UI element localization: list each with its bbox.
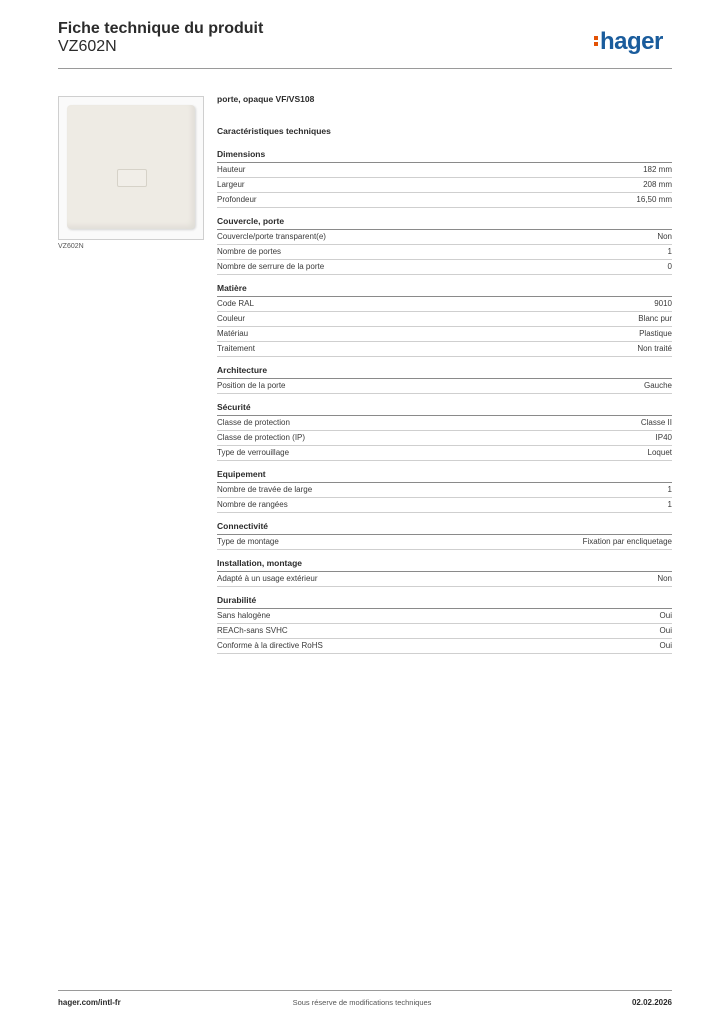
footer-website[interactable]: hager.com/intl-fr xyxy=(58,998,121,1007)
product-description: porte, opaque VF/VS108 xyxy=(217,94,315,104)
spec-sections xyxy=(217,149,672,654)
spec-value: 0 xyxy=(667,262,672,271)
section-title: Sécurité xyxy=(217,402,672,416)
spec-section xyxy=(217,469,672,513)
spec-label: Adapté à un usage extérieur xyxy=(217,574,318,583)
section-title: Couvercle, porte xyxy=(217,216,672,230)
spec-row xyxy=(217,572,672,587)
product-image xyxy=(58,96,204,240)
spec-section xyxy=(217,521,672,550)
section-title: Connectivité xyxy=(217,521,672,535)
spec-row xyxy=(217,178,672,193)
spec-row xyxy=(217,342,672,357)
spec-label: Hauteur xyxy=(217,165,246,174)
spec-row xyxy=(217,609,672,624)
spec-value: Classe II xyxy=(640,418,672,427)
section-title: Equipement xyxy=(217,469,672,483)
spec-label: Couleur xyxy=(217,314,246,323)
section-title: Durabilité xyxy=(217,595,672,609)
spec-value: Fixation par encliquetage xyxy=(582,537,672,546)
spec-section xyxy=(217,402,672,461)
spec-value: Non xyxy=(657,232,672,241)
spec-label: Sans halogène xyxy=(217,611,271,620)
spec-value: Oui xyxy=(659,611,672,620)
section-title: Architecture xyxy=(217,365,672,379)
spec-row xyxy=(217,297,672,312)
spec-label: REACh-sans SVHC xyxy=(217,626,288,635)
spec-label: Nombre de rangées xyxy=(217,500,288,509)
spec-content xyxy=(217,94,672,662)
spec-value: Blanc pur xyxy=(638,314,672,323)
spec-value: Oui xyxy=(659,626,672,635)
spec-value: 1 xyxy=(667,485,672,494)
spec-value: 208 mm xyxy=(643,180,672,189)
spec-section xyxy=(217,283,672,357)
spec-row xyxy=(217,535,672,550)
spec-row xyxy=(217,446,672,461)
door-latch-picture xyxy=(117,169,147,187)
spec-label: Matériau xyxy=(217,329,249,338)
spec-row xyxy=(217,230,672,245)
spec-value: Non xyxy=(657,574,672,583)
spec-label: Couvercle/porte transparent(e) xyxy=(217,232,326,241)
spec-label: Nombre de serrure de la porte xyxy=(217,262,325,271)
spec-row xyxy=(217,327,672,342)
footer-date: 02.02.2026 xyxy=(631,998,672,1007)
spec-label: Conforme à la directive RoHS xyxy=(217,641,323,650)
spec-section xyxy=(217,216,672,275)
spec-label: Position de la porte xyxy=(217,381,286,390)
spec-label: Classe de protection xyxy=(217,418,290,427)
spec-label: Type de montage xyxy=(217,537,279,546)
tech-title: Caractéristiques techniques xyxy=(217,126,331,136)
spec-value: 1 xyxy=(667,247,672,256)
spec-section xyxy=(217,595,672,654)
spec-label: Code RAL xyxy=(217,299,254,308)
spec-value: 182 mm xyxy=(643,165,672,174)
spec-row xyxy=(217,312,672,327)
spec-label: Profondeur xyxy=(217,195,257,204)
spec-label: Traitement xyxy=(217,344,255,353)
spec-section xyxy=(217,558,672,587)
spec-row xyxy=(217,483,672,498)
spec-value: 16,50 mm xyxy=(636,195,672,204)
spec-row xyxy=(217,431,672,446)
spec-row xyxy=(217,260,672,275)
section-title: Dimensions xyxy=(217,149,672,163)
spec-row xyxy=(217,498,672,513)
spec-row xyxy=(217,416,672,431)
spec-value: Non traité xyxy=(637,344,672,353)
page-title: Fiche technique du produit xyxy=(58,20,264,37)
spec-label: Largeur xyxy=(217,180,245,189)
hager-logo xyxy=(594,28,663,56)
spec-label: Nombre de portes xyxy=(217,247,282,256)
spec-value: 9010 xyxy=(654,299,672,308)
section-title: Installation, montage xyxy=(217,558,672,572)
spec-section xyxy=(217,365,672,394)
spec-row xyxy=(217,163,672,178)
footer-disclaimer: Sous réserve de modifications techniques xyxy=(292,998,432,1007)
logo-dots-icon xyxy=(594,34,599,48)
spec-row xyxy=(217,379,672,394)
logo-text: hager xyxy=(600,28,663,55)
spec-row xyxy=(217,624,672,639)
spec-value: 1 xyxy=(667,500,672,509)
spec-value: Oui xyxy=(659,641,672,650)
spec-value: Loquet xyxy=(647,448,672,457)
section-title: Matière xyxy=(217,283,672,297)
footer-divider xyxy=(58,990,672,991)
header-divider xyxy=(58,68,672,69)
spec-value: Gauche xyxy=(643,381,672,390)
spec-section xyxy=(217,149,672,208)
spec-label: Nombre de travée de large xyxy=(217,485,313,494)
product-code: VZ602N xyxy=(58,38,117,55)
spec-label: Type de verrouillage xyxy=(217,448,290,457)
image-caption: VZ602N xyxy=(58,243,84,250)
spec-value: IP40 xyxy=(655,433,672,442)
door-panel-picture xyxy=(67,105,195,229)
spec-row xyxy=(217,639,672,654)
spec-row xyxy=(217,245,672,260)
spec-label: Classe de protection (IP) xyxy=(217,433,306,442)
spec-value: Plastique xyxy=(639,329,672,338)
spec-row xyxy=(217,193,672,208)
